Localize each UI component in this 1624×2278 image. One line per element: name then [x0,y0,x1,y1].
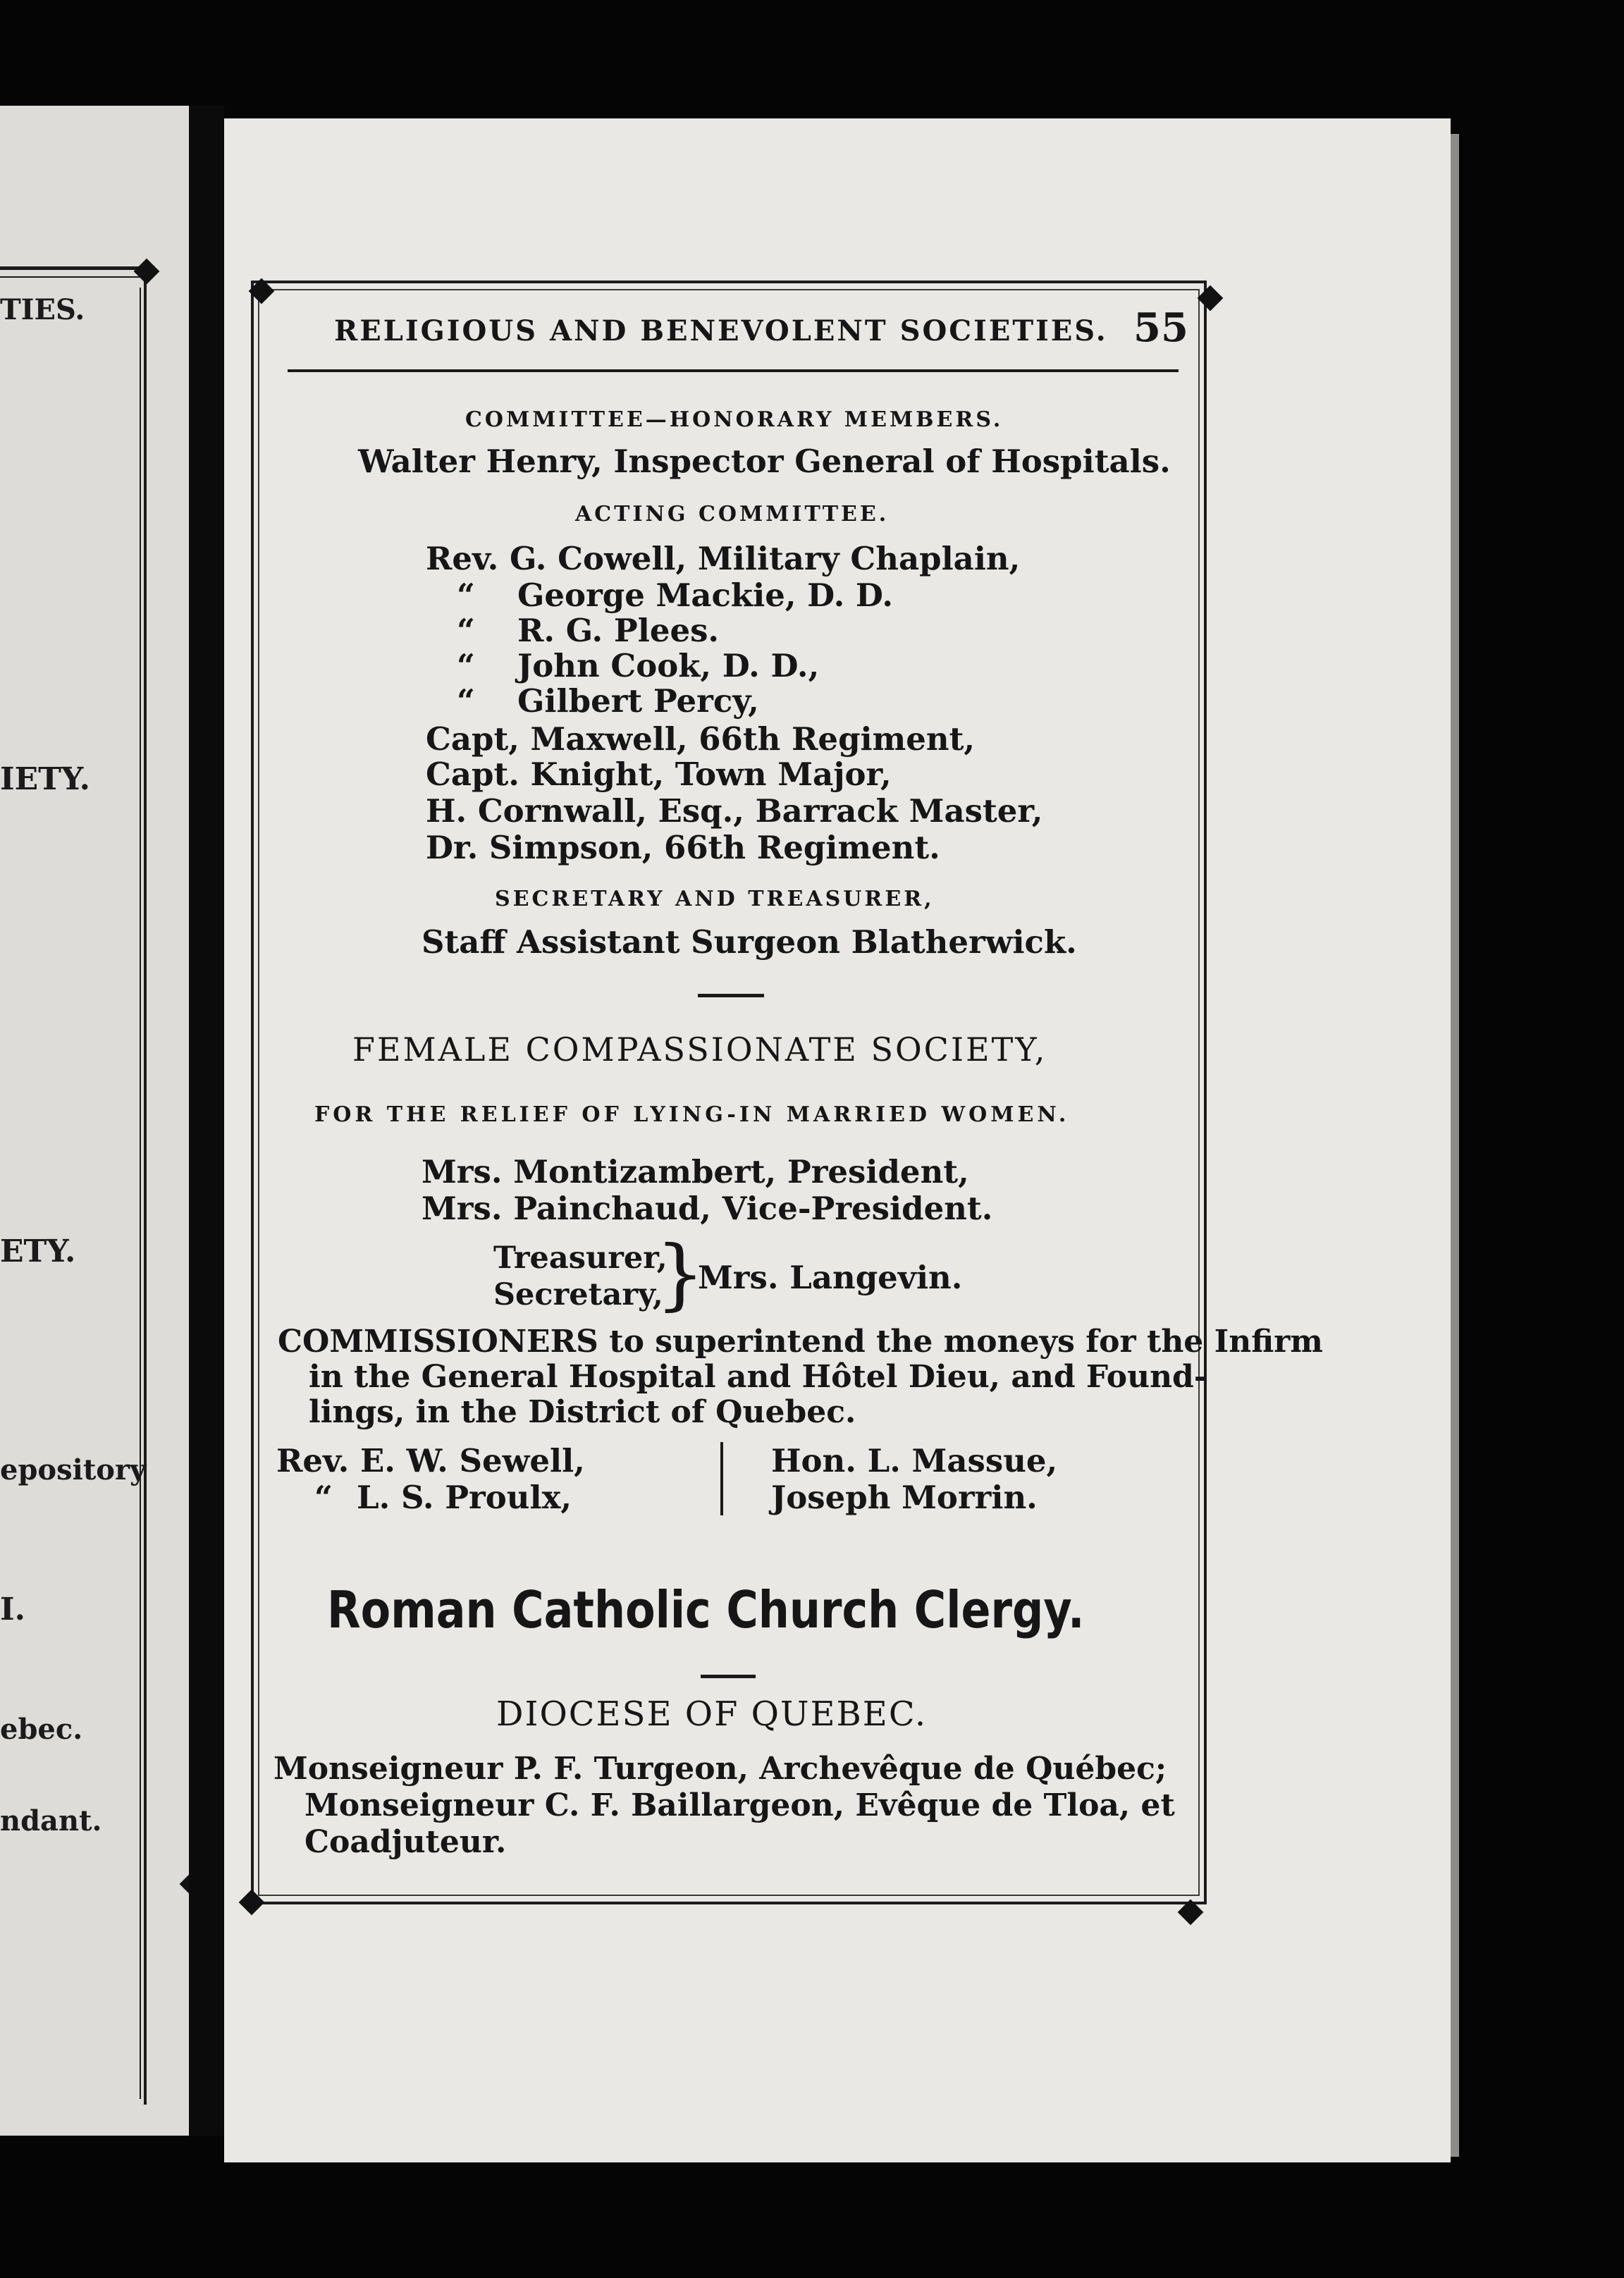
acting-member: H. Cornwall, Esq., Barrack Master, [426,792,1043,830]
honorary-heading: COMMITTEE—HONORARY MEMBERS. [465,407,1004,432]
book-gutter [189,106,224,2136]
female-society-president: Mrs. Montizambert, President, [422,1153,969,1190]
female-society-vice-president: Mrs. Painchaud, Vice-President. [422,1190,993,1227]
section-divider [698,994,764,997]
commissioners-text: COMMISSIONERS to superintend the moneys for the Infirm [278,1324,1323,1360]
female-society-subtitle: FOR THE RELIEF OF LYING-IN MARRIED WOMEN. [314,1102,1070,1127]
clergy-entry: Monseigneur P. F. Turgeon, Archevêque de Québec; [273,1751,1167,1787]
secretary-name: Staff Assistant Surgeon Blatherwick. [422,923,1077,961]
left-fragment: ndant. [0,1804,102,1837]
section-divider [701,1675,756,1678]
left-fragment: ebec. [0,1713,83,1746]
acting-heading: ACTING COMMITTEE. [575,502,890,527]
diocese-heading: DIOCESE OF QUEBEC. [496,1694,928,1734]
left-fragment: TIES. [0,293,85,326]
clergy-entry: Coadjuteur. [304,1824,507,1860]
header-rule [288,369,1179,372]
clergy-entry: Monseigneur C. F. Baillargeon, Evêque de Tloa, et [304,1787,1175,1823]
page-frame-inner [258,289,1200,1896]
acting-member: John Cook, D. D., [517,647,820,684]
corner-ornament [134,259,160,285]
left-page-rule [0,266,141,270]
acting-member: Dr. Simpson, 66th Regiment. [426,829,940,866]
acting-member: Gilbert Percy, [517,682,759,720]
commissioners-text: lings, in the District of Quebec. [309,1394,856,1430]
running-title: RELIGIOUS AND BENEVOLENT SOCIETIES. [334,314,1108,347]
left-page-rule [0,276,141,278]
treasurer-label: Treasurer, [493,1240,668,1276]
left-fragment: ETY. [0,1233,76,1269]
secretary-label: Secretary, [493,1277,663,1312]
acting-member: George Mackie, D. D. [517,577,893,614]
acting-member: Capt. Knight, Town Major, [426,756,892,793]
secretary-heading: SECRETARY AND TREASURER, [495,887,935,911]
left-facing-page [0,106,204,2136]
commissioner-name: Joseph Morrin. [771,1479,1038,1516]
ditto-mark: “ [457,647,475,684]
left-page-border [144,272,147,2105]
page-number: 55 [1133,304,1188,351]
left-fragment: IETY. [0,761,90,797]
commissioner-name: Rev. E. W. Sewell, [276,1442,585,1479]
column-divider [720,1442,723,1515]
treasurer-secretary-name: Mrs. Langevin. [698,1259,963,1296]
left-fragment: I. [0,1591,25,1627]
commissioner-name: Hon. L. Massue, [771,1442,1058,1479]
acting-member: Capt, Maxwell, 66th Regiment, [426,720,976,758]
commissioner-name: L. S. Proulx, [357,1479,572,1516]
ditto-mark: “ [457,682,475,720]
acting-member: Rev. G. Cowell, Military Chaplain, [426,540,1021,577]
honorary-member: Walter Henry, Inspector General of Hospitals. [358,443,1171,480]
ditto-mark: “ [314,1479,333,1516]
left-fragment: epository [0,1453,147,1486]
clergy-title: Roman Catholic Church Clergy. [327,1580,1085,1639]
female-society-title: FEMALE COMPASSIONATE SOCIETY, [352,1030,1047,1069]
ditto-mark: “ [457,577,475,614]
left-page-border [140,288,141,2099]
brace-mark: } [656,1229,705,1319]
commissioners-text: in the General Hospital and Hôtel Dieu, and Found- [309,1359,1207,1395]
acting-member: R. G. Plees. [517,612,720,649]
ditto-mark: “ [457,612,475,649]
